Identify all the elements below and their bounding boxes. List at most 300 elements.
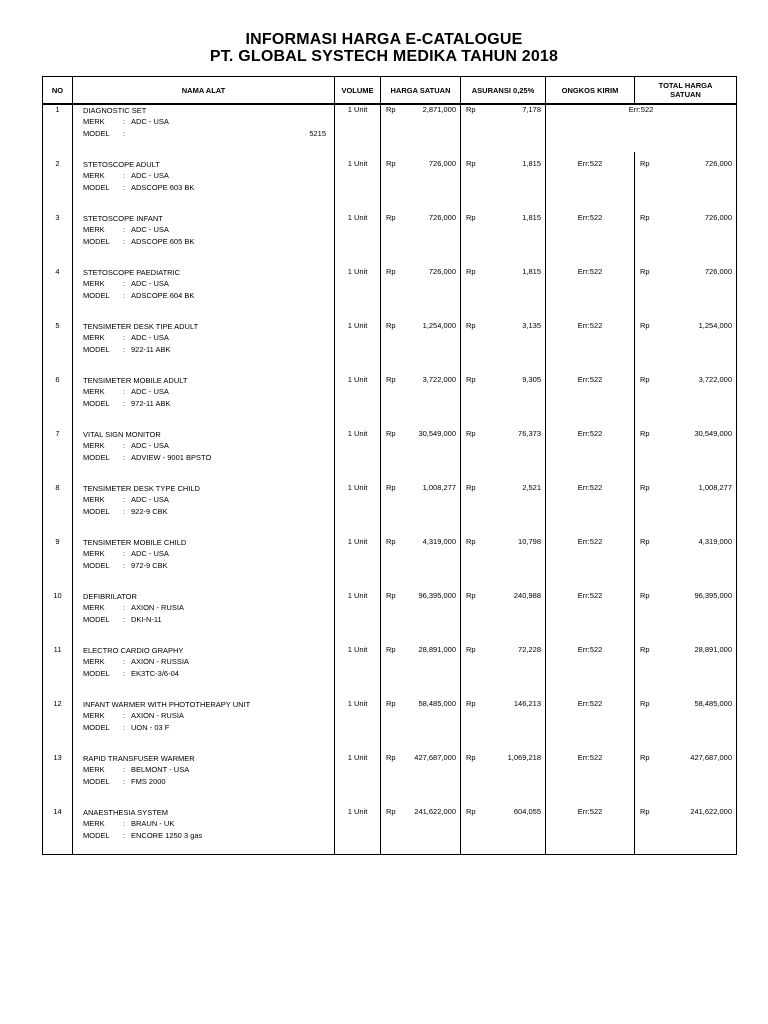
currency-label: Rp [386,807,396,816]
currency-label: Rp [386,105,396,114]
total-value: 3,722,000 [698,375,732,384]
model-value: ADSCOPE 605 BK [131,237,195,246]
asuransi-value: 1,069,218 [507,753,541,762]
currency-label: Rp [386,321,396,330]
model-line [83,290,334,302]
cell-harga-satuan [381,422,461,476]
cell-ongkos-kirim: Err:522 [546,206,635,260]
model-label: MODEL [83,831,110,840]
cell-ongkos-kirim: Err:522 [546,368,635,422]
merk-value: AXION - RUSSIA [131,657,189,666]
merk-line [83,602,334,614]
table-row [43,314,737,368]
merk-label: MERK [83,657,105,666]
model-label: MODEL [83,183,110,192]
cell-nama-alat [73,530,335,584]
currency-label: Rp [386,429,396,438]
cell-ongkos-kirim: Err:522 [546,530,635,584]
currency-label: Rp [640,483,650,492]
asuransi-value: 1,815 [522,159,541,168]
merk-line [83,440,334,452]
model-colon: : [123,453,126,462]
merk-label: MERK [83,387,105,396]
currency-label: Rp [466,537,476,546]
model-line [83,452,334,464]
cell-harga-satuan [381,800,461,855]
merk-value: ADC - USA [131,171,169,180]
merk-value: ADC - USA [131,549,169,558]
item-name: ANAESTHESIA SYSTEM [83,808,169,817]
merk-colon: : [123,171,126,180]
currency-label: Rp [466,375,476,384]
model-line [83,128,334,140]
cell-ongkos-kirim: Err:522 [546,260,635,314]
cell-nama-alat [73,692,335,746]
cell-harga-satuan [381,692,461,746]
model-line [83,830,334,842]
cell-asuransi [461,206,546,260]
model-value: ADSCOPE 604 BK [131,291,195,300]
model-colon: : [123,291,126,300]
model-value: 972-9 CBK [131,561,168,570]
model-value: 972-11 ABK [131,399,171,408]
cell-ongkos-kirim: Err:522 [546,692,635,746]
table-row [43,530,737,584]
header-total-line1: TOTAL HARGA [658,81,713,90]
model-colon: : [123,507,126,516]
item-name: DIAGNOSTIC SET [83,106,147,115]
merk-colon: : [123,657,126,666]
model-label: MODEL [83,669,110,678]
currency-label: Rp [640,375,650,384]
currency-label: Rp [386,159,396,168]
cell-total-harga [635,584,737,638]
harga-value: 28,891,000 [418,645,456,654]
currency-label: Rp [640,807,650,816]
cell-nama-alat [73,368,335,422]
merk-colon: : [123,441,126,450]
cell-total-harga [635,638,737,692]
currency-label: Rp [466,483,476,492]
model-label: MODEL [83,345,110,354]
currency-label: Rp [386,645,396,654]
price-table [42,76,737,855]
cell-nama-alat [73,152,335,206]
merk-value: ADC - USA [131,441,169,450]
cell-asuransi [461,692,546,746]
model-extra-value: 5215 [309,129,326,138]
merk-label: MERK [83,333,105,342]
asuransi-value: 3,135 [522,321,541,330]
model-colon: : [123,237,126,246]
table-row [43,692,737,746]
currency-label: Rp [640,537,650,546]
model-line [83,614,334,626]
merk-label: MERK [83,171,105,180]
merk-value: ADC - USA [131,333,169,342]
asuransi-value: 72,228 [518,645,541,654]
cell-harga-satuan [381,104,461,152]
header-total-line2: SATUAN [670,90,701,99]
total-value: 726,000 [704,267,732,276]
table-row [43,476,737,530]
merk-label: MERK [83,819,105,828]
cell-ongkos-kirim: Err:522 [546,314,635,368]
merk-value: BELMONT - USA [131,765,190,774]
model-label: MODEL [83,777,110,786]
currency-label: Rp [640,267,650,276]
item-name: TENSIMETER DESK TYPE CHILD [83,484,200,493]
merk-line [83,170,334,182]
model-line [83,344,334,356]
merk-label: MERK [83,279,105,288]
cell-harga-satuan [381,584,461,638]
cell-harga-satuan [381,638,461,692]
cell-ongkos-kirim: Err:522 [546,476,635,530]
cell-total-harga [635,314,737,368]
cell-volume: 1 Unit [335,638,381,692]
merk-label: MERK [83,441,105,450]
total-value: 28,891,000 [694,645,732,654]
cell-asuransi [461,746,546,800]
harga-value: 1,254,000 [422,321,456,330]
item-name: STETOSCOPE INFANT [83,214,163,223]
total-value: 1,008,277 [698,483,732,492]
total-value: 1,254,000 [698,321,732,330]
cell-no: 4 [43,260,73,314]
cell-no: 7 [43,422,73,476]
table-row [43,800,737,855]
merk-colon: : [123,117,126,126]
cell-ongkos-kirim: Err:522 [546,800,635,855]
cell-ongkos-kirim: Err:522 [546,584,635,638]
currency-label: Rp [466,807,476,816]
model-value: DKI-N-11 [131,615,162,624]
cell-asuransi [461,422,546,476]
table-row [43,152,737,206]
harga-value: 58,485,000 [418,699,456,708]
cell-no: 1 [43,104,73,152]
cell-volume: 1 Unit [335,692,381,746]
currency-label: Rp [640,699,650,708]
total-value: 58,485,000 [694,699,732,708]
currency-label: Rp [386,375,396,384]
merk-colon: : [123,279,126,288]
document-title: INFORMASI HARGA E-CATALOGUE [245,31,523,48]
harga-value: 726,000 [428,159,456,168]
model-label: MODEL [83,453,110,462]
merk-value: ADC - USA [131,117,169,126]
model-label: MODEL [83,291,110,300]
currency-label: Rp [386,213,396,222]
merk-colon: : [123,225,126,234]
model-colon: : [123,399,126,408]
total-value: 726,000 [704,213,732,222]
model-line [83,506,334,518]
cell-volume: 1 Unit [335,314,381,368]
model-value: ADVIEW - 9001 BPSTO [131,453,212,462]
cell-nama-alat [73,746,335,800]
merk-colon: : [123,765,126,774]
total-value: 726,000 [704,159,732,168]
total-value: 96,395,000 [694,591,732,600]
table-row [43,260,737,314]
currency-label: Rp [386,267,396,276]
cell-asuransi [461,800,546,855]
cell-total-harga [635,476,737,530]
cell-total-harga [635,692,737,746]
merk-colon: : [123,387,126,396]
item-name: STETOSCOPE ADULT [83,160,160,169]
cell-harga-satuan [381,152,461,206]
merk-line [83,332,334,344]
header-no: NO [43,77,73,105]
cell-total-harga [635,152,737,206]
merk-label: MERK [83,225,105,234]
harga-value: 2,871,000 [422,105,456,114]
model-colon: : [123,129,126,138]
cell-nama-alat [73,260,335,314]
item-name: RAPID TRANSFUSER WARMER [83,754,195,763]
merk-value: BRAUN - UK [131,819,175,828]
asuransi-value: 1,815 [522,213,541,222]
cell-asuransi [461,260,546,314]
cell-no: 14 [43,800,73,855]
model-value: ADSCOPE 603 BK [131,183,195,192]
merk-line [83,548,334,560]
currency-label: Rp [640,429,650,438]
cell-volume: 1 Unit [335,476,381,530]
model-line [83,722,334,734]
cell-total-harga [635,260,737,314]
harga-value: 1,008,277 [422,483,456,492]
currency-label: Rp [386,753,396,762]
currency-label: Rp [640,321,650,330]
model-colon: : [123,831,126,840]
cell-volume: 1 Unit [335,104,381,152]
item-name: INFANT WARMER WITH PHOTOTHERAPY UNIT [83,700,251,709]
model-line [83,560,334,572]
harga-value: 96,395,000 [418,591,456,600]
asuransi-value: 1,815 [522,267,541,276]
model-label: MODEL [83,399,110,408]
harga-value: 241,622,000 [414,807,456,816]
currency-label: Rp [466,267,476,276]
asuransi-value: 146,213 [513,699,541,708]
model-colon: : [123,777,126,786]
currency-label: Rp [466,105,476,114]
merk-label: MERK [83,495,105,504]
header-volume: VOLUME [335,77,381,105]
cell-total-harga [635,368,737,422]
cell-asuransi [461,368,546,422]
cell-ongkos-total-merged: Err:522 [546,104,737,152]
item-name: STETOSCOPE PAEDIATRIC [83,268,181,277]
cell-total-harga [635,422,737,476]
merk-colon: : [123,819,126,828]
cell-volume: 1 Unit [335,206,381,260]
currency-label: Rp [466,645,476,654]
total-value: 427,687,000 [690,753,732,762]
item-name: VITAL SIGN MONITOR [83,430,161,439]
asuransi-value: 76,373 [518,429,541,438]
model-colon: : [123,669,126,678]
item-name: ELECTRO CARDIO GRAPHY [83,646,184,655]
asuransi-value: 7,178 [522,105,541,114]
merk-label: MERK [83,117,105,126]
cell-asuransi [461,152,546,206]
merk-value: ADC - USA [131,225,169,234]
merk-line [83,656,334,668]
cell-asuransi [461,530,546,584]
merk-colon: : [123,495,126,504]
model-colon: : [123,723,126,732]
cell-harga-satuan [381,530,461,584]
item-name: TENSIMETER MOBILE ADULT [83,376,188,385]
merk-line [83,278,334,290]
merk-line [83,818,334,830]
model-value: FMS 2000 [131,777,166,786]
cell-harga-satuan [381,260,461,314]
item-name: TENSIMETER MOBILE CHILD [83,538,187,547]
harga-value: 427,687,000 [414,753,456,762]
cell-asuransi [461,314,546,368]
merk-value: ADC - USA [131,495,169,504]
currency-label: Rp [386,699,396,708]
item-name: DEFIBRILATOR [83,592,137,601]
model-label: MODEL [83,129,110,138]
cell-no: 8 [43,476,73,530]
currency-label: Rp [466,429,476,438]
merk-colon: : [123,711,126,720]
cell-ongkos-kirim: Err:522 [546,746,635,800]
cell-nama-alat [73,476,335,530]
harga-value: 726,000 [428,267,456,276]
cell-nama-alat [73,104,335,152]
currency-label: Rp [640,753,650,762]
model-line [83,182,334,194]
cell-volume: 1 Unit [335,422,381,476]
cell-no: 9 [43,530,73,584]
cell-volume: 1 Unit [335,800,381,855]
asuransi-value: 604,055 [513,807,541,816]
cell-harga-satuan [381,206,461,260]
header-asuransi: ASURANSI 0,25% [461,77,546,105]
model-value: EK3TC-3/6-04 [131,669,179,678]
model-value: 922-11 ABK [131,345,171,354]
asuransi-value: 9,305 [522,375,541,384]
cell-nama-alat [73,584,335,638]
model-colon: : [123,615,126,624]
model-value: 922-9 CBK [131,507,168,516]
cell-volume: 1 Unit [335,584,381,638]
cell-no: 13 [43,746,73,800]
model-line [83,668,334,680]
header-harga-satuan: HARGA SATUAN [381,77,461,105]
model-value [131,128,309,140]
cell-no: 3 [43,206,73,260]
currency-label: Rp [466,591,476,600]
cell-volume: 1 Unit [335,368,381,422]
item-name: TENSIMETER DESK TIPE ADULT [83,322,199,331]
merk-colon: : [123,603,126,612]
merk-value: ADC - USA [131,279,169,288]
table-row [43,368,737,422]
currency-label: Rp [466,753,476,762]
currency-label: Rp [386,483,396,492]
header-nama-alat: NAMA ALAT [73,77,335,105]
merk-label: MERK [83,603,105,612]
header-total-harga [635,77,737,105]
cell-nama-alat [73,422,335,476]
model-colon: : [123,561,126,570]
cell-asuransi [461,638,546,692]
model-value: ENCORE 1250 3 gas [131,831,203,840]
table-row [43,104,737,152]
cell-ongkos-kirim: Err:522 [546,638,635,692]
merk-value: AXION - RUSIA [131,711,184,720]
total-value: 4,319,000 [698,537,732,546]
cell-nama-alat [73,314,335,368]
merk-value: ADC - USA [131,387,169,396]
total-value: 30,549,000 [694,429,732,438]
currency-label: Rp [640,213,650,222]
currency-label: Rp [386,591,396,600]
cell-no: 5 [43,314,73,368]
cell-ongkos-kirim: Err:522 [546,422,635,476]
header-ongkos-kirim: ONGKOS KIRIM [546,77,635,105]
model-label: MODEL [83,615,110,624]
asuransi-value: 2,521 [522,483,541,492]
model-line [83,236,334,248]
harga-value: 3,722,000 [422,375,456,384]
model-label: MODEL [83,723,110,732]
cell-no: 2 [43,152,73,206]
cell-no: 10 [43,584,73,638]
model-label: MODEL [83,507,110,516]
total-value: 241,622,000 [690,807,732,816]
document-subtitle: PT. GLOBAL SYSTECH MEDIKA TAHUN 2018 [209,48,559,65]
merk-label: MERK [83,549,105,558]
merk-colon: : [123,333,126,342]
currency-label: Rp [640,159,650,168]
model-label: MODEL [83,561,110,570]
currency-label: Rp [466,159,476,168]
cell-total-harga [635,206,737,260]
table-row [43,638,737,692]
table-row [43,206,737,260]
cell-no: 6 [43,368,73,422]
table-row [43,422,737,476]
model-value: UON - 03 F [131,723,170,732]
currency-label: Rp [466,699,476,708]
asuransi-value: 240,988 [513,591,541,600]
cell-total-harga [635,530,737,584]
merk-colon: : [123,549,126,558]
cell-no: 11 [43,638,73,692]
cell-harga-satuan [381,368,461,422]
cell-asuransi [461,584,546,638]
merk-value: AXION - RUSIA [131,603,184,612]
asuransi-value: 10,798 [518,537,541,546]
cell-volume: 1 Unit [335,530,381,584]
merk-label: MERK [83,765,105,774]
merk-line [83,386,334,398]
merk-label: MERK [83,711,105,720]
cell-asuransi [461,476,546,530]
model-label: MODEL [83,237,110,246]
currency-label: Rp [466,213,476,222]
